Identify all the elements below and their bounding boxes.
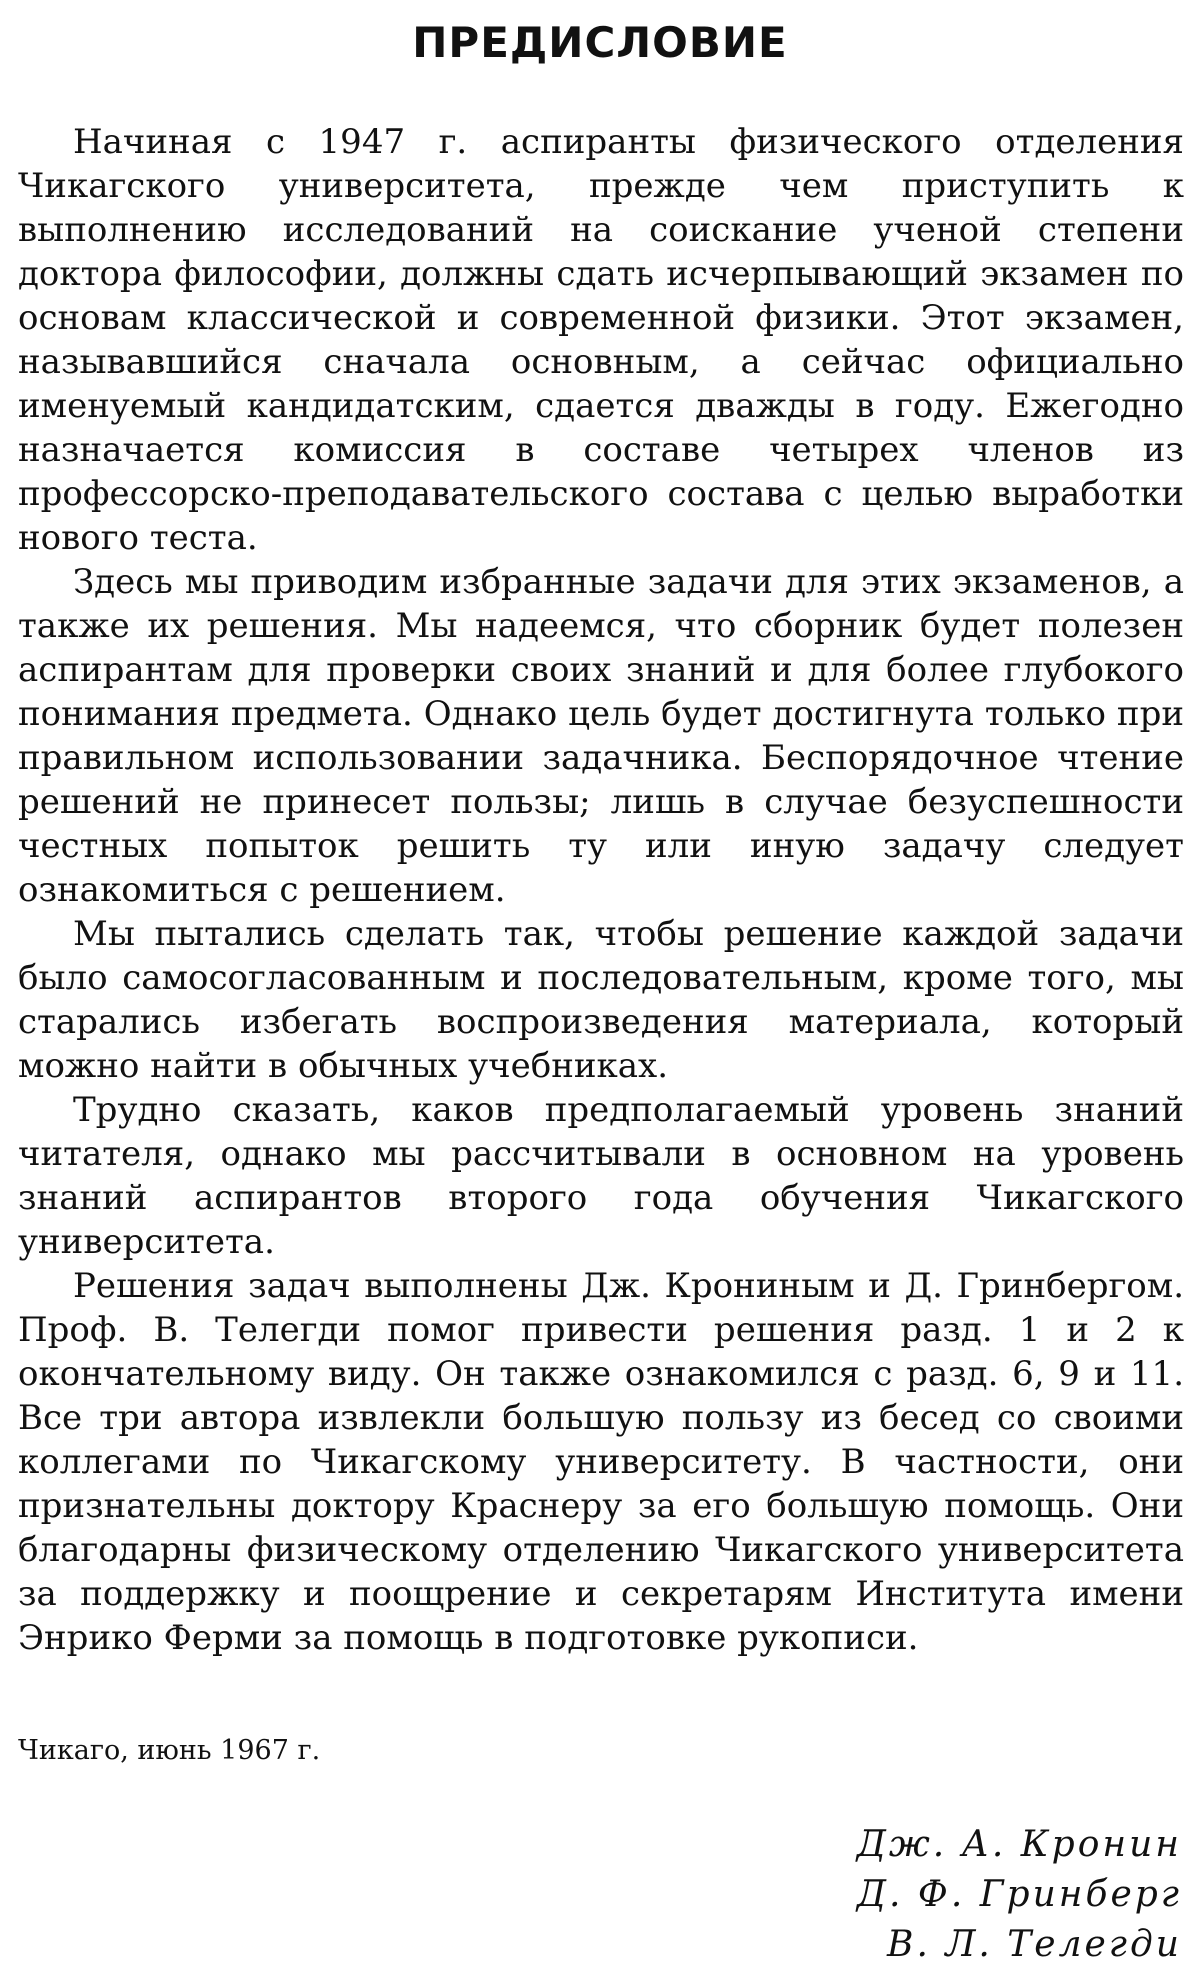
signature-author: Дж. А. Кронин — [856, 1824, 1182, 1865]
preface-body — [18, 120, 1184, 1660]
dateline: Чикаго, июнь 1967 г. — [18, 1735, 321, 1766]
paragraph: Мы пытались сделать так, чтобы решение каждой задачи было самосогласованным и последовательным, кроме того, мы старались избегать воспроизведения материала, который можно найти в обычных учебниках. — [18, 914, 1184, 1086]
paragraph: Начиная с 1947 г. аспиранты физического отделения Чикагского университета, прежде чем приступить к выполнению исследований на соискание ученой степени доктора философии, должны сдать исчерпывающий экзамен по основам классической и современной физики. Этот экзамен, называвшийся сначала основным, а сейчас официально именуемый кандидатским, сдается дважды в году. Ежегодно назначается комиссия в составе четырех членов из профессорско-преподавательского состава с целью выработки нового теста. — [18, 122, 1184, 558]
paragraph: Здесь мы приводим избранные задачи для этих экзаменов, а также их решения. Мы надеемся, что сборник будет полезен аспирантам для проверки своих знаний и для более глубокого понимания предмета. Однако цель будет достигнута только при правильном использовании задачника. Беспорядочное чтение решений не принесет пользы; лишь в случае безуспешности честных попыток решить ту или иную задачу следует ознакомиться с решением. — [18, 562, 1184, 910]
paragraph: Трудно сказать, каков предполагаемый уровень знаний читателя, однако мы рассчитывали в основном на уровень знаний аспирантов второго года обучения Чикагского университета. — [18, 1090, 1184, 1262]
signature-block — [857, 1820, 1182, 1970]
paragraph: Решения задач выполнены Дж. Крониным и Д. Гринбергом. Проф. В. Телегди помог привести решения разд. 1 и 2 к окончательному виду. Он также ознакомился с разд. 6, 9 и 11. Все три автора извлекли большую пользу из бесед со своими коллегами по Чикагскому университету. В частности, они признательны доктору Краснеру за его большую помощь. Они благодарны физическому отделению Чикагского университета за поддержку и поощрение и секретарям Института имени Энрико Ферми за помощь в подготовке рукописи. — [18, 1266, 1184, 1658]
signature-author: В. Л. Телегди — [886, 1924, 1182, 1965]
signature-author: Д. Ф. Гринберг — [856, 1874, 1182, 1915]
page-title: ПРЕДИСЛОВИЕ — [412, 18, 788, 67]
